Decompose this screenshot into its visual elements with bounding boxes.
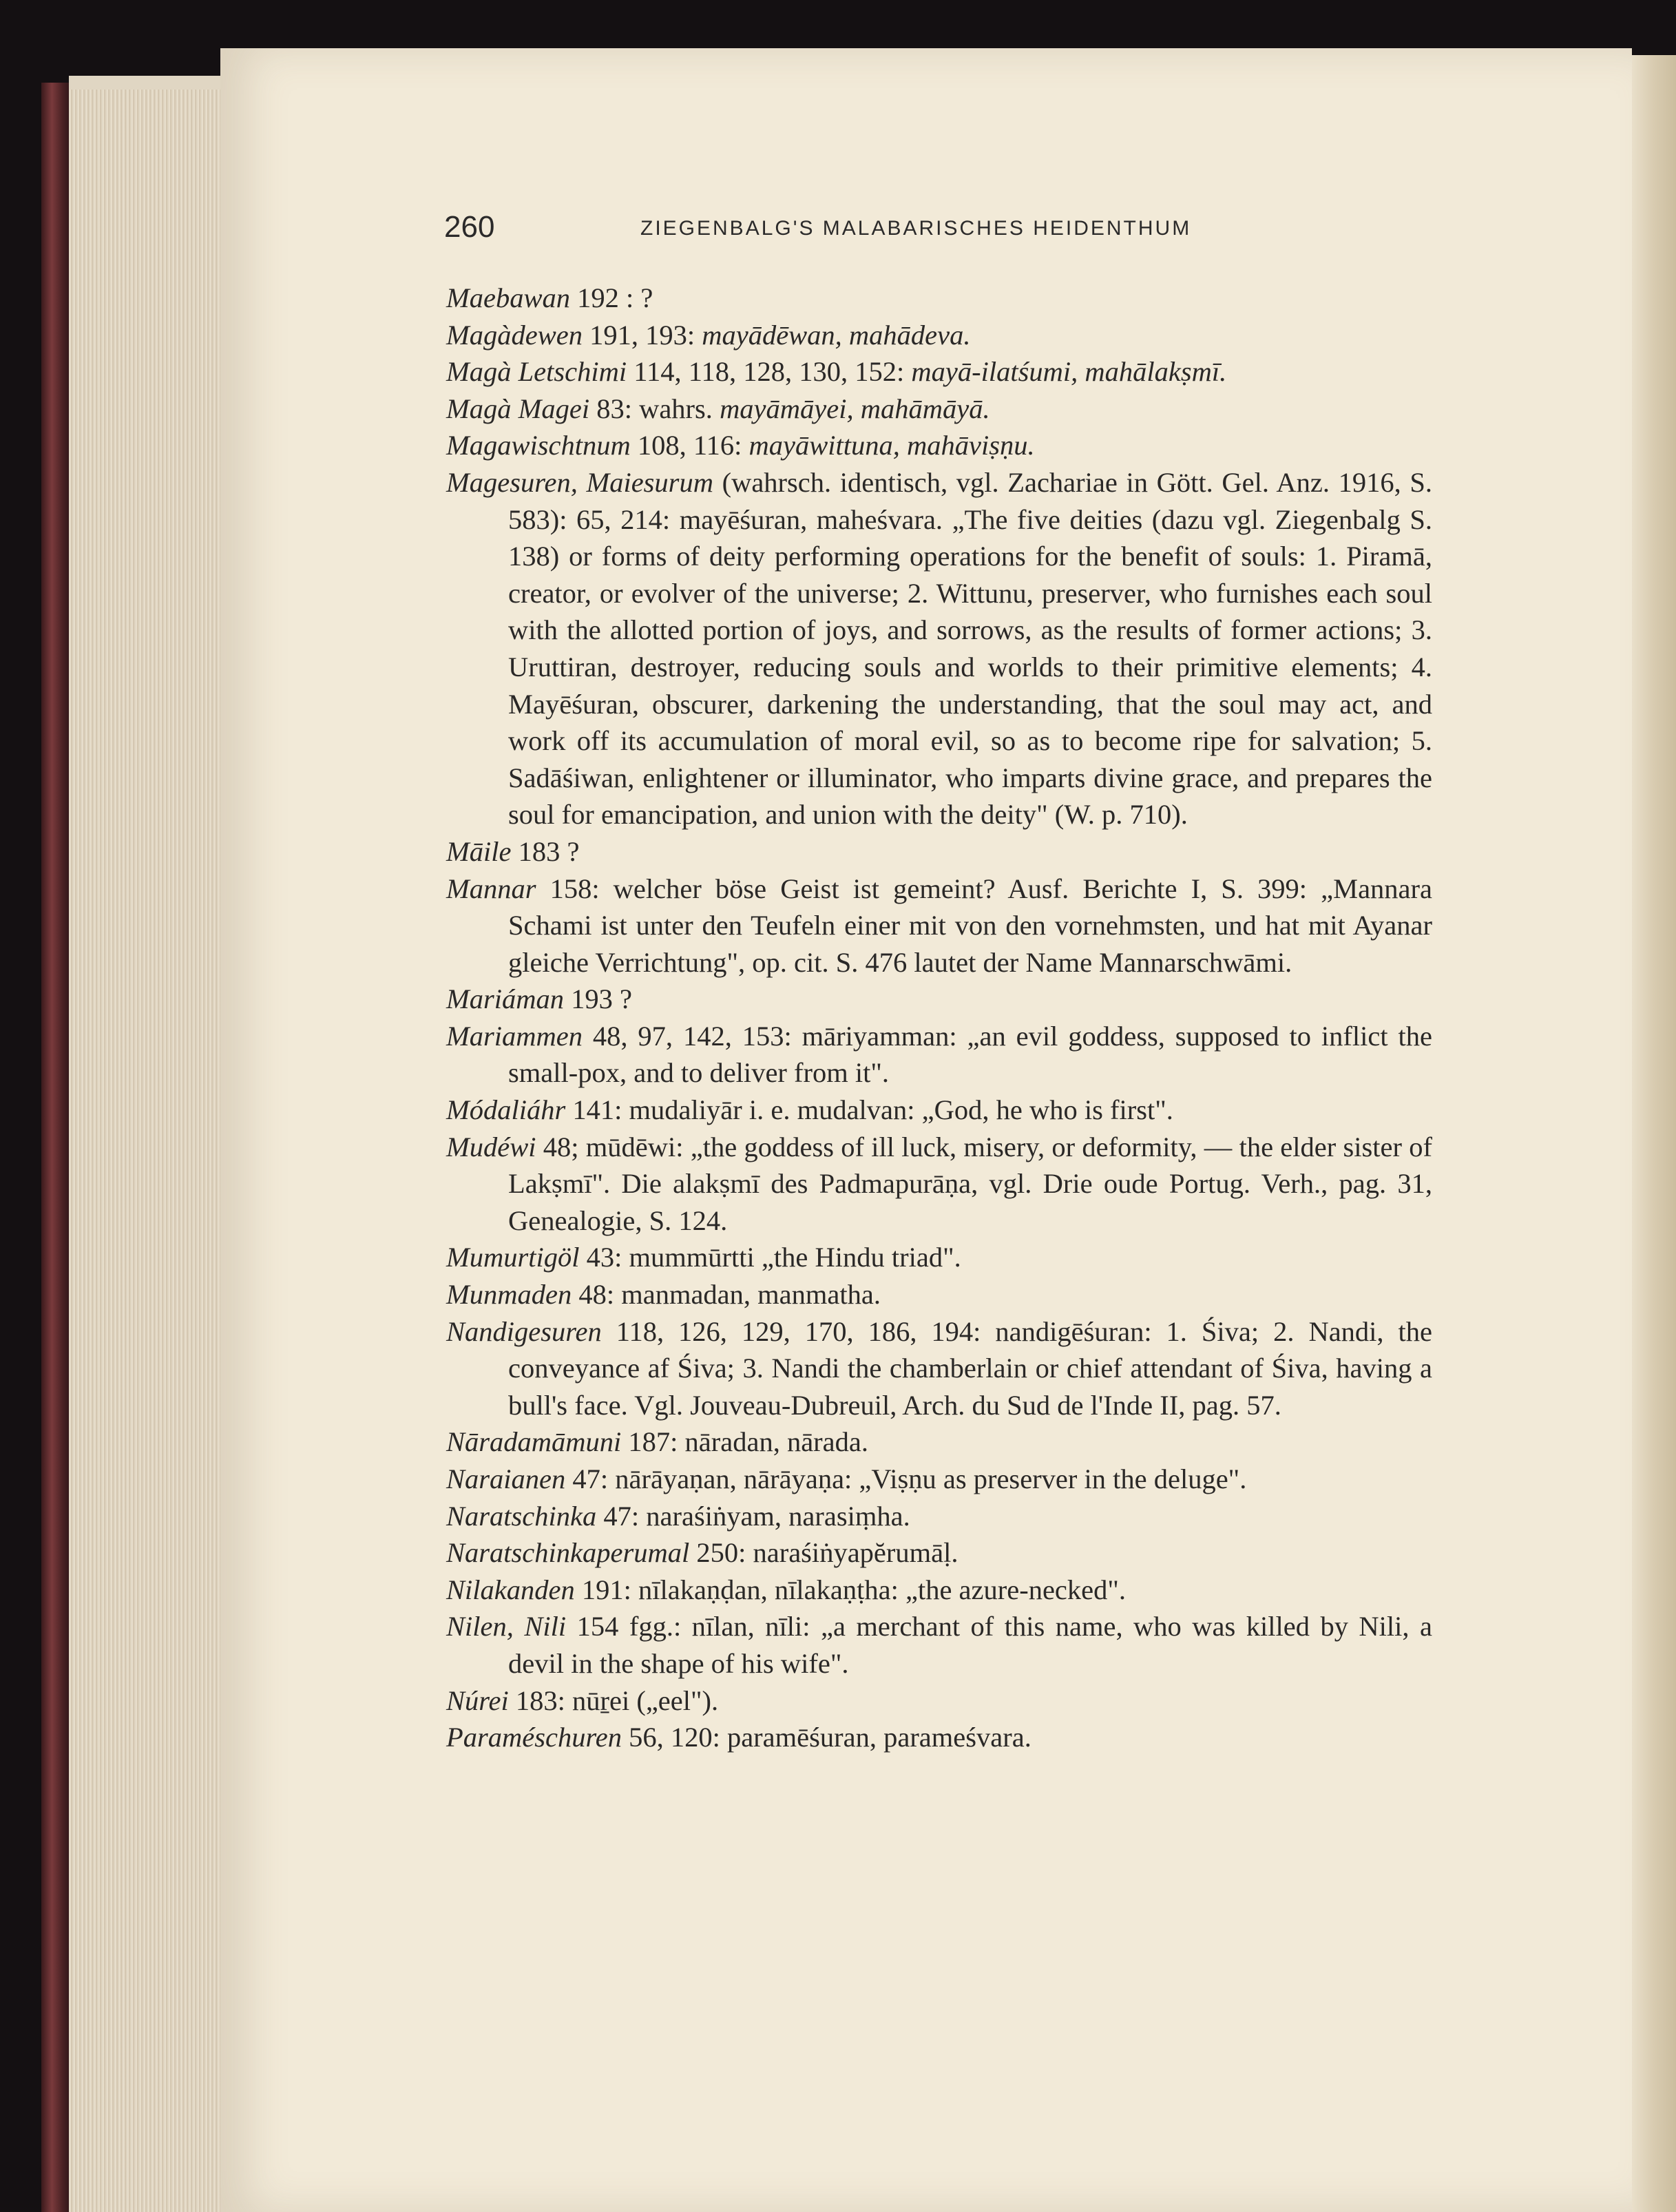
entry-text: 108, 116:: [630, 430, 749, 461]
entry-headword: Magàdewen: [446, 319, 583, 351]
entry-text: 192 : ?: [569, 282, 653, 313]
index-entry: [446, 870, 1432, 981]
entry-headword: Naratschinka: [446, 1500, 597, 1532]
index-entry: [446, 1423, 1432, 1461]
entry-text: (wahrsch. identisch, vgl. Zachariae in Gött. Gel. Anz. 1916, S. 583): 65, 214: mayēśuran, maheśvara. „The five deities (dazu vgl. Ziegenbalg S. 138) or forms of deity performing operations for the benefit of souls: 1. Piramā, creator, or evolver of the universe; 2. Wittunu, preserver, who furnishes each soul with the allotted portion of joys, and sorrows, as the results of former actions; 3. Uruttiran, destroyer, reducing souls and worlds to their primitive elements; 4. Mayēśuran, obscurer, darkening the understanding, that the soul may act, and work off its accumulation of moral evil, so as to become ripe for salvation; 5. Sadāśiwan, enlightener or illuminator, who imparts divine grace, and prepares the soul for emancipation, and union with the deity" (W. p. 710).: [508, 466, 1432, 831]
page-header: [444, 205, 1443, 249]
entry-text: 158: welcher böse Geist ist gemeint? Ausf. Berichte I, S. 399: „Mannara Schami ist unter den Teufeln einer mit von den vornehmsten, und hat mit Ayanar gleiche Verrichtung", op. cit. S. 476 lautet der Name Mannarschwāmi.: [508, 873, 1432, 978]
index-entry: [446, 1018, 1432, 1092]
entry-headword: Módaliáhr: [446, 1094, 566, 1126]
entry-headword: Naratschinkaperumal: [446, 1537, 690, 1569]
index-entry: [446, 1461, 1432, 1498]
entry-headword: Nāradamāmuni: [446, 1426, 622, 1458]
entry-headword: Mariáman: [446, 983, 564, 1015]
entry-text: 48, 97, 142, 153: māriyamman: „an evil goddess, supposed to inflict the small-pox, and to deliver from it".: [508, 1020, 1432, 1089]
index-entry: [446, 1276, 1432, 1313]
entry-headword: Naraianen: [446, 1463, 566, 1494]
index-entry: [446, 390, 1432, 428]
entry-text: 183 ?: [511, 835, 580, 867]
page-stack-right: [1632, 55, 1676, 2212]
entry-translit: mayādēwan, mahādeva.: [702, 319, 971, 351]
entry-text: 250: naraśiṅyapĕrumāḷ.: [689, 1537, 959, 1569]
entry-headword: Nilakanden: [446, 1574, 575, 1605]
entry-headword: Maebawan: [446, 282, 570, 313]
index-entry: [446, 1608, 1432, 1682]
index-entry: [446, 1313, 1432, 1424]
entry-text: 114, 118, 128, 130, 152:: [627, 356, 912, 388]
entry-translit: mayāmāyei, mahāmāyā.: [720, 393, 990, 424]
index-entry: [446, 1534, 1432, 1572]
index-entry: [446, 317, 1432, 354]
entry-text: 187: nāradan, nārada.: [621, 1426, 868, 1458]
entry-headword: Nilen, Nili: [446, 1611, 567, 1642]
index-list: [446, 280, 1432, 1756]
entry-headword: Magà Letschimi: [446, 356, 627, 388]
index-entry: [446, 1719, 1432, 1756]
entry-headword: Mudéwi: [446, 1131, 536, 1162]
entry-text: 56, 120: paramēśuran, parameśvara.: [621, 1722, 1031, 1753]
entry-text: 193 ?: [564, 983, 632, 1015]
entry-headword: Paraméschuren: [446, 1722, 622, 1753]
entry-translit: mayā-ilatśumi, mahālakṣmī.: [911, 356, 1227, 388]
entry-text: 48; mūdēwi: „the goddess of ill luck, misery, or deformity, — the elder sister of Lakṣmī". Die alakṣmī des Padmapurāṇa, vgl. Drie oude Portug. Verh., pag. 31, Genealogie, S. 124.: [508, 1131, 1432, 1236]
entry-text: 183: nūṟei („eel").: [508, 1684, 719, 1716]
entry-text: 48: manmadan, manmatha.: [572, 1279, 881, 1311]
entry-text: 191: nīlakaṇḍan, nīlakaṇṭha: „the azure-necked".: [574, 1574, 1127, 1605]
index-entry: [446, 1572, 1432, 1609]
index-entry: [446, 427, 1432, 464]
index-entry: [446, 353, 1432, 390]
entry-text: 47: nārāyaṇan, nārāyaṇa: „Viṣṇu as preserver in the deluge".: [565, 1463, 1247, 1494]
book-cover-edge: [41, 83, 72, 2212]
entry-headword: Māile: [446, 835, 512, 867]
entry-headword: Mariammen: [446, 1020, 583, 1052]
page-stack-left: [69, 90, 220, 2212]
entry-text: 118, 126, 129, 170, 186, 194: nandigēśuran: 1. Śiva; 2. Nandi, the conveyance af Śiva; 3. Nandi the chamberlain or chief attendant of Śiva, having a bull's face. Vgl. Jouveau-Dubreuil, Arch. du Sud de l'Inde II, pag. 57.: [508, 1315, 1432, 1421]
index-entry: [446, 1092, 1432, 1129]
entry-headword: Mannar: [446, 873, 536, 904]
index-entry: [446, 981, 1432, 1018]
index-entry: [446, 833, 1432, 870]
entry-translit: mayāwittuna, mahāviṣṇu.: [748, 430, 1035, 461]
page-number: 260: [444, 210, 495, 244]
index-entry: [446, 1682, 1432, 1720]
running-head: ZIEGENBALG'S MALABARISCHES HEIDENTHUM: [640, 217, 1192, 240]
entry-headword: Munmaden: [446, 1279, 572, 1311]
index-entry: [446, 1498, 1432, 1535]
entry-headword: Magesuren, Maiesurum: [446, 466, 713, 498]
entry-headword: Mumurtigöl: [446, 1242, 580, 1273]
entry-headword: Nandigesuren: [446, 1315, 602, 1347]
entry-text: 141: mudaliyār i. e. mudalvan: „God, he who is first".: [565, 1094, 1173, 1126]
entry-text: 154 fgg.: nīlan, nīli: „a merchant of this name, who was killed by Nili, a devil in the shape of his wife".: [508, 1611, 1433, 1679]
index-entry: [446, 464, 1432, 833]
entry-text: 47: naraśiṅyam, narasiṃha.: [596, 1500, 910, 1532]
entry-headword: Magà Magei: [446, 393, 590, 424]
entry-headword: Magawischtnum: [446, 430, 631, 461]
index-entry: [446, 1129, 1432, 1240]
entry-text: 43: mummūrtti „the Hindu triad".: [579, 1242, 961, 1273]
index-entry: [446, 280, 1432, 317]
index-entry: [446, 1239, 1432, 1276]
entry-text: 83: wahrs.: [589, 393, 720, 424]
entry-headword: Núrei: [446, 1684, 509, 1716]
entry-text: 191, 193:: [582, 319, 702, 351]
